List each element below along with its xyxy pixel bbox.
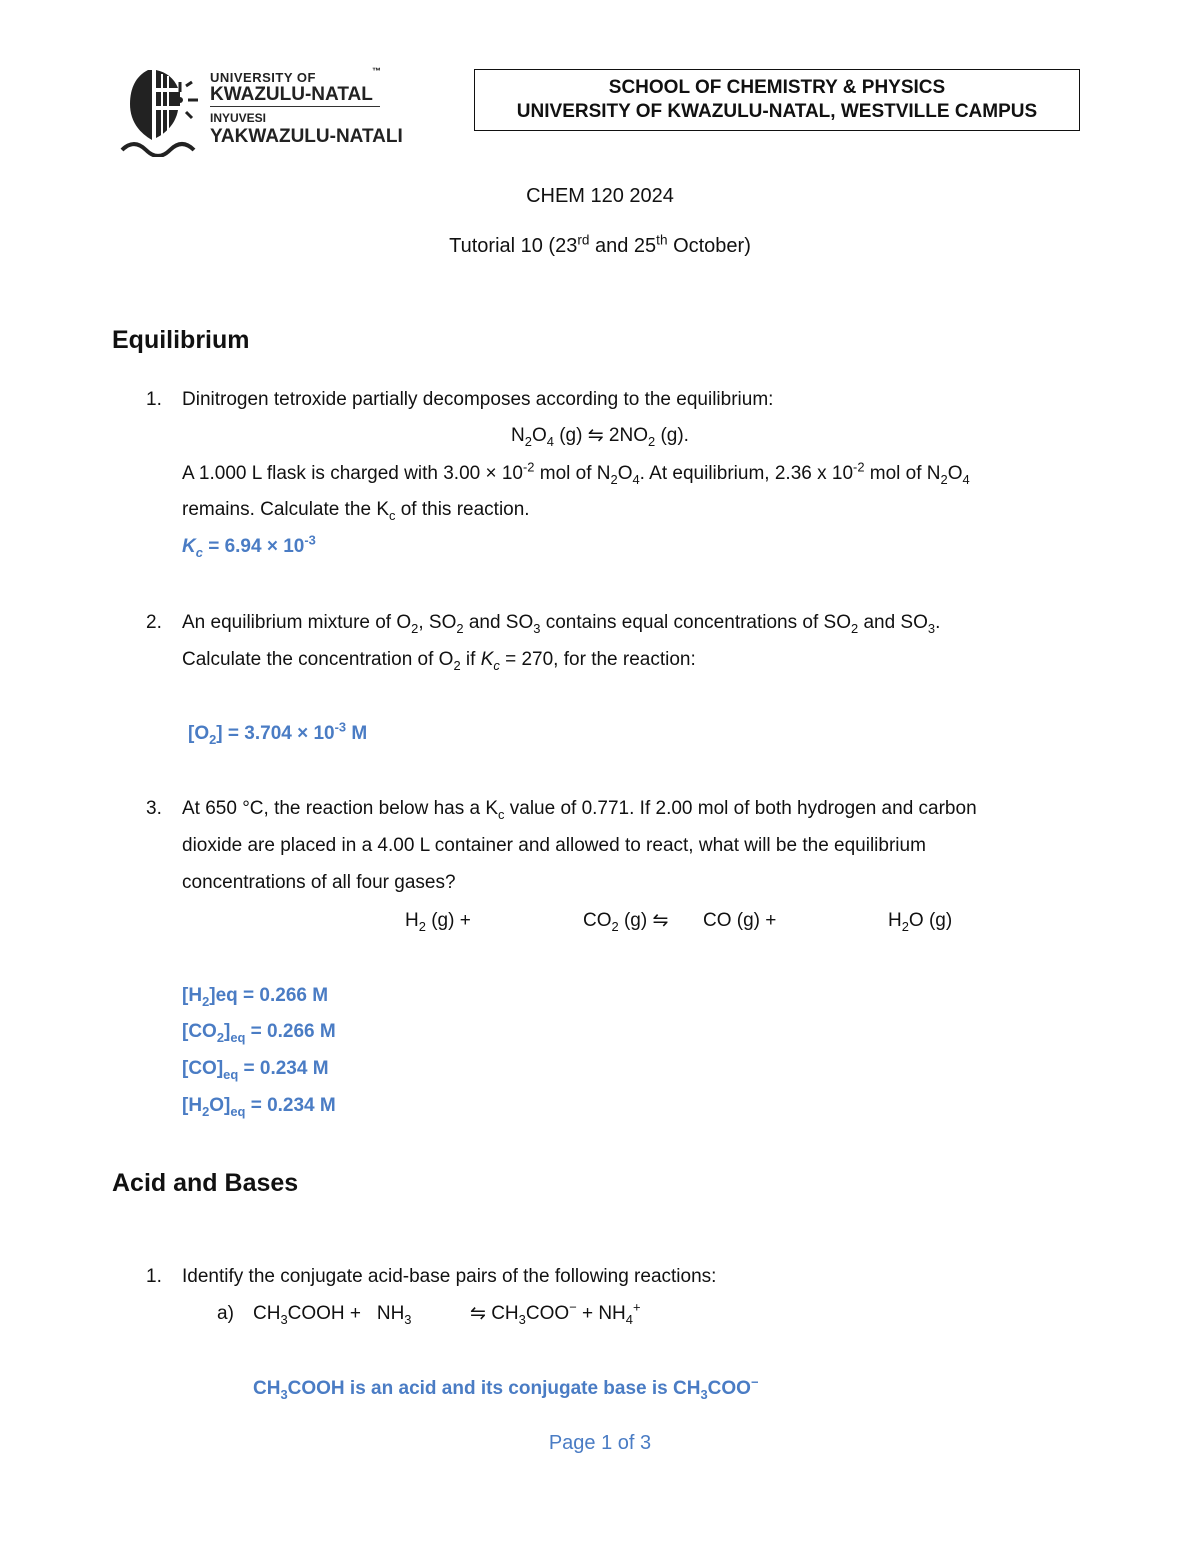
question-3-line-1: At 650 °C, the reaction below has a $K_c$ value of 0.771. If 2.00 mol of both hydrogen and carbon	[182, 798, 977, 822]
course-title: CHEM 120 2024	[526, 185, 674, 207]
reaction-products: ⇋ $CH_3COO^- + NH_4^+$	[470, 1299, 641, 1327]
question-1-data: A 1.000 L flask is charged with $3.00 \times 10^{-2}$ mol of $N_2O_4$. At equilibrium, 2.36 x $10^{-2}$ mol of $N_2O_4$	[182, 459, 970, 487]
question-2-ask: Calculate the concentration of $O_2$ if $K_c = 270$, for the reaction:	[182, 649, 696, 673]
question-number: 3.	[146, 798, 162, 819]
equation-h2: $H_2$ (g) +	[405, 910, 471, 934]
answer-2: $[O_2] = 3.704 \times 10^{-3}$ M	[188, 719, 368, 747]
section-heading-acids-bases: Acid and Bases	[112, 1169, 299, 1197]
shield-icon	[118, 62, 208, 157]
acid-base-answer: $CH_3COOH$ is an acid and its conjugate base is $CH_3COO^-$	[253, 1374, 759, 1402]
item-label: a)	[217, 1303, 234, 1324]
answer-3-h2: $[H_2]eq = 0.266$ M	[182, 985, 329, 1009]
school-name: SCHOOL OF CHEMISTRY & PHYSICS	[608, 77, 946, 98]
equation-n2o4: $N_2O_4$ (g) ⇋ $2NO_2$ (g).	[511, 425, 689, 449]
equation-co2: $CO_2$ (g) ⇋	[583, 910, 669, 934]
school-header-box	[474, 69, 1080, 131]
question-number: 2.	[146, 612, 162, 633]
question-3-line-3: concentrations of all four gases?	[182, 872, 456, 893]
answer-3-co2: $[CO_2]_{eq} = 0.266$ M	[182, 1021, 336, 1045]
reaction-reactants: $CH_3COOH + NH_3$	[253, 1303, 412, 1327]
question-2-text: An equilibrium mixture of $O_2$, $SO_2$ and $SO_3$ contains equal concentrations of $SO_2$ and $SO_3$.	[182, 612, 941, 636]
answer-1: $K_c = 6.94 \times 10^{-3}$	[182, 532, 316, 560]
answer-3-co: $[CO]_{eq} = 0.234$ M	[182, 1058, 329, 1082]
logo-line-3: INYUVESI	[210, 111, 267, 125]
page-number: Page 1 of 3	[548, 1432, 652, 1454]
logo-line-2: KWAZULU-NATAL	[210, 84, 373, 105]
answer-3-h2o: $[H_2O]_{eq} = 0.234$ M	[182, 1095, 336, 1119]
question-number: 1.	[146, 1266, 162, 1287]
logo-divider	[210, 106, 380, 107]
question-3-line-2: dioxide are placed in a 4.00 L container and allowed to react, what will be the equilibrium	[182, 835, 926, 856]
logo-line-4: YAKWAZULU-NATALI	[210, 126, 403, 147]
equation-co: CO (g) +	[703, 910, 777, 931]
question-number: 1.	[146, 389, 162, 410]
trademark-mark: ™	[372, 66, 381, 76]
campus-name: UNIVERSITY OF KWAZULU-NATAL, WESTVILLE CAMPUS	[516, 101, 1038, 122]
equation-h2o: $H_2O$ (g)	[888, 910, 953, 934]
logo-line-1: UNIVERSITY OF	[210, 70, 316, 85]
tutorial-title: Tutorial 10 (23rd and 25th October)	[449, 232, 751, 257]
question-1-text: Dinitrogen tetroxide partially decomposes according to the equilibrium:	[182, 389, 774, 410]
acid-base-question-1: Identify the conjugate acid-base pairs of the following reactions:	[182, 1266, 717, 1287]
question-1-ask: remains. Calculate the $K_c$ of this reaction.	[182, 499, 530, 523]
section-heading-equilibrium: Equilibrium	[112, 326, 250, 354]
